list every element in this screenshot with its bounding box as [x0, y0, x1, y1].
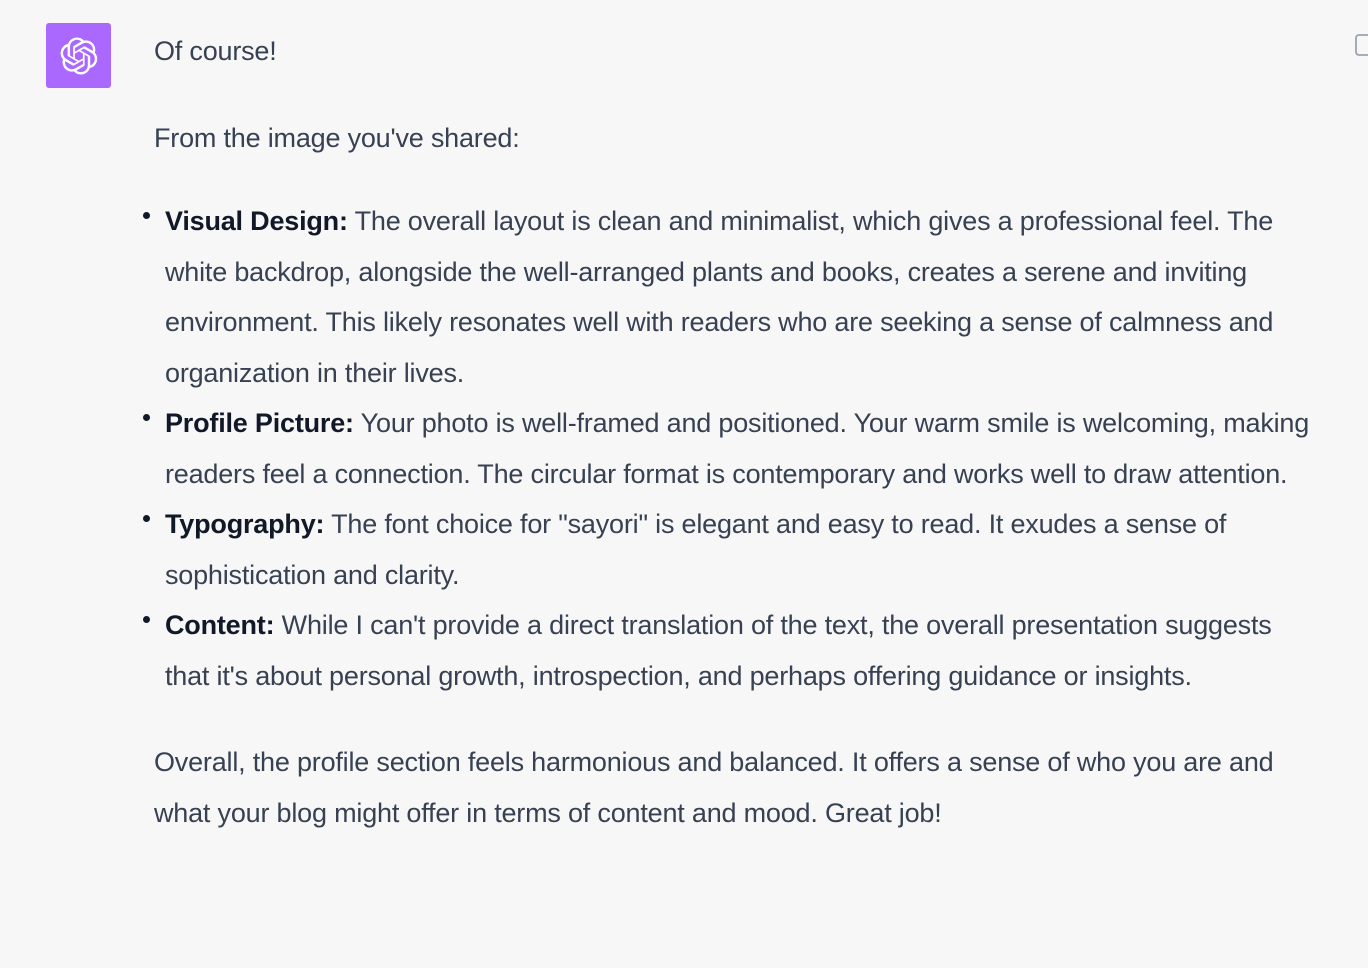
list-item-term: Profile Picture: [165, 408, 354, 438]
list-item-text: Your photo is well-framed and positioned. Your warm smile is welcoming, making readers feel a connection. The circular format is contemporary and works well to draw attention. [165, 408, 1310, 489]
clipboard-icon[interactable] [1354, 31, 1368, 57]
list-item [165, 196, 1314, 398]
list-item-term: Visual Design: [165, 206, 348, 236]
list-item-term: Typography: [165, 509, 325, 539]
list-item [165, 600, 1314, 701]
message-intro: Of course! [154, 36, 277, 66]
list-item-text: The overall layout is clean and minimalist, which gives a professional feel. The white backdrop, alongside the well-arranged plants and books, creates a serene and inviting environment. This likely resonates well with readers who are seeking a sense of calmness and organization in their lives. [165, 206, 1274, 388]
list-item [165, 499, 1314, 600]
feedback-list [154, 196, 1314, 701]
list-item-text: While I can't provide a direct translation of the text, the overall presentation suggests that it's about personal growth, introspection, and perhaps offering guidance or insights. [165, 610, 1272, 691]
message-lead: From the image you've shared: [154, 122, 520, 153]
openai-logo-icon [60, 37, 98, 75]
assistant-avatar [46, 23, 111, 88]
message-conclusion: Overall, the profile section feels harmonious and balanced. It offers a sense of who you are and what your blog might offer in terms of content and mood. Great job! [154, 747, 1274, 828]
list-item [165, 398, 1314, 499]
list-item-text: The font choice for "sayori" is elegant and easy to read. It exudes a sense of sophistication and clarity. [165, 509, 1227, 590]
assistant-message [154, 26, 1314, 838]
list-item-term: Content: [165, 610, 275, 640]
